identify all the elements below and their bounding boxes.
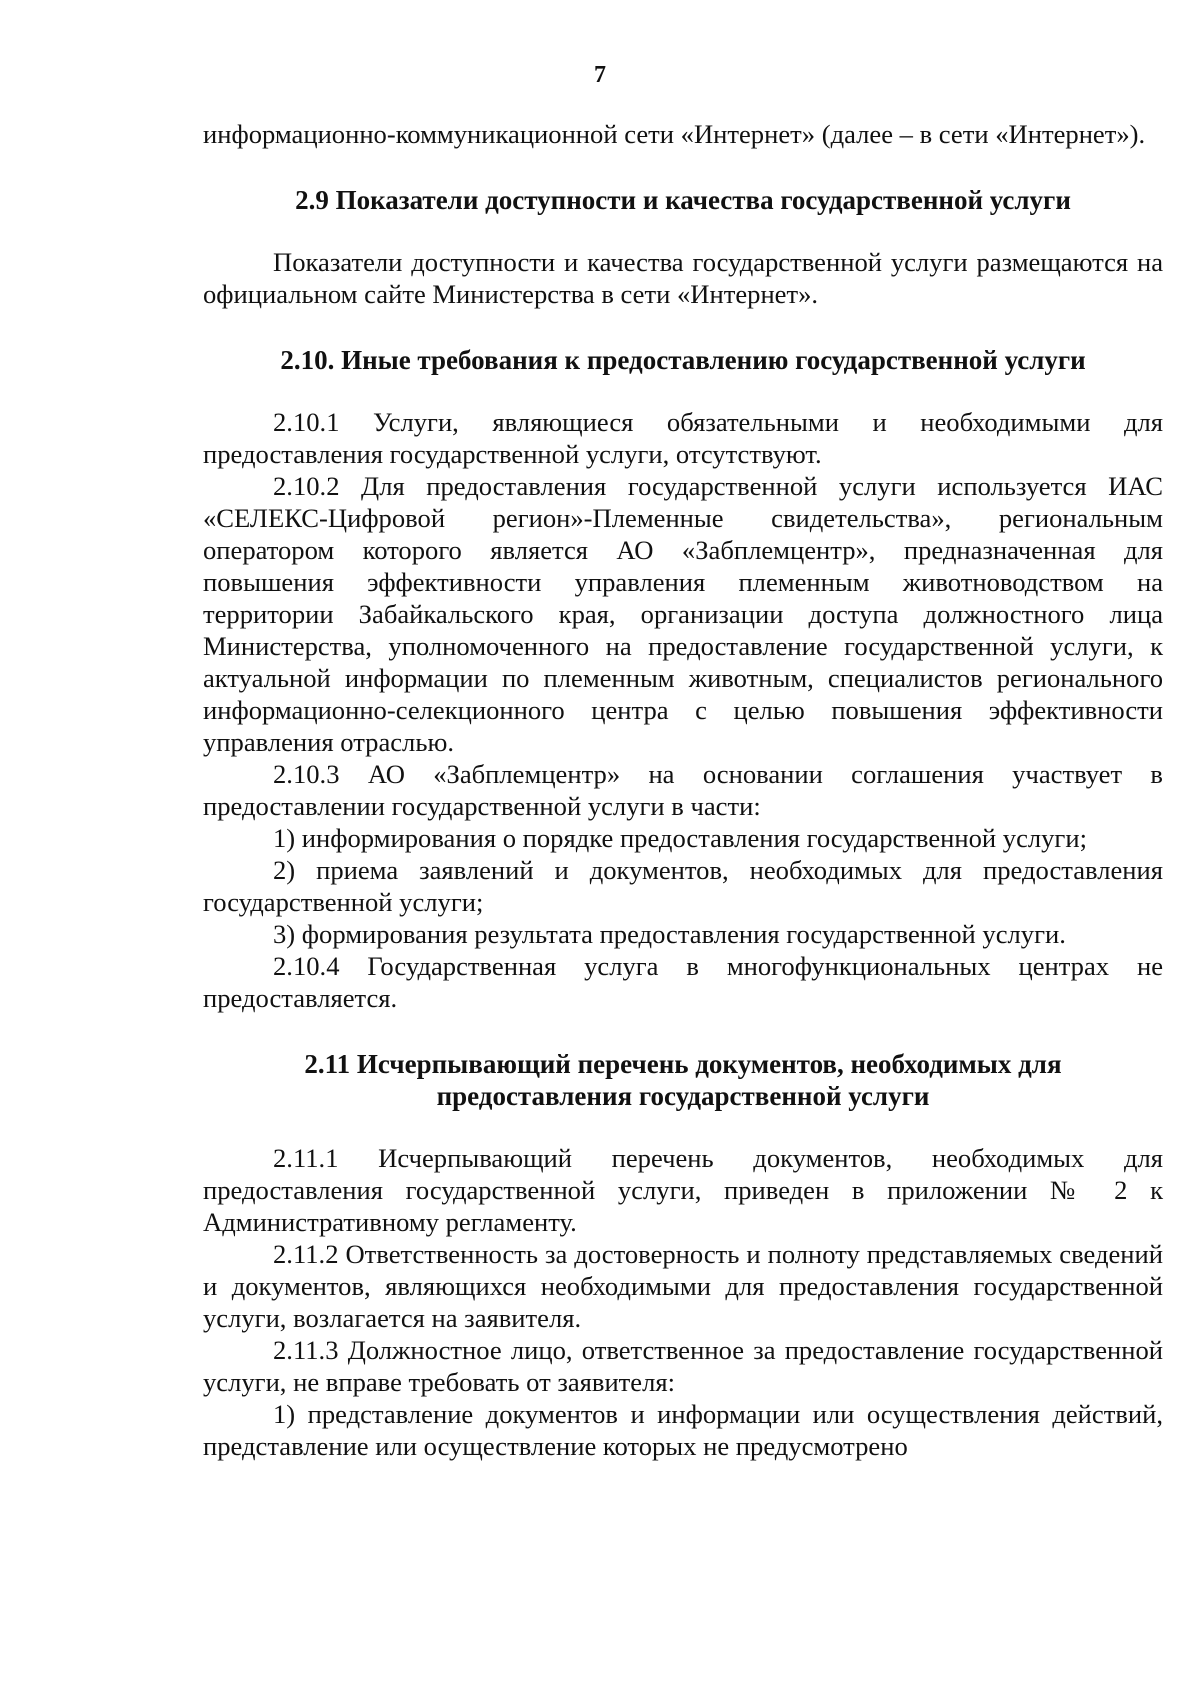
paragraph-2-11-3: 2.11.3 Должностное лицо, ответственное за предоставление государственной услуги, не вправе требовать от заявителя: — [203, 1335, 1163, 1397]
document-body — [203, 118, 1163, 1462]
paragraph-2-11-2: 2.11.2 Ответственность за достоверность и полноту представляемых сведений и документов, являющихся необходимыми для предоставления государственной услуги, возлагается на заявителя. — [203, 1239, 1163, 1333]
list-item-2-10-3-1: 1) информирования о порядке предоставления государственной услуги; — [273, 823, 1087, 853]
paragraph-2-10-4: 2.10.4 Государственная услуга в многофункциональных центрах не предоставляется. — [203, 951, 1163, 1013]
section-2-9-heading: 2.9 Показатели доступности и качества государственной услуги — [295, 185, 1071, 215]
section-2-11-heading — [203, 1048, 1163, 1112]
list-item-2-10-3-3: 3) формирования результата предоставления государственной услуги. — [273, 919, 1066, 949]
section-2-9-paragraph: Показатели доступности и качества государственной услуги размещаются на официальном сайте Министерства в сети «Интернет». — [203, 247, 1163, 309]
list-item-2-11-3-1: 1) представление документов и информации или осуществления действий, представление или осуществление которых не предусмотрено — [203, 1399, 1163, 1461]
section-2-11-heading-line1: 2.11 Исчерпывающий перечень документов, необходимых для — [304, 1049, 1062, 1079]
list-item-2-10-3-2: 2) приема заявлений и документов, необходимых для предоставления государственной услуги; — [203, 855, 1163, 917]
paragraph-2-10-2: 2.10.2 Для предоставления государственной услуги используется ИАС «СЕЛЕКС-Цифровой регион»-Племенные свидетельства», региональным оператором которого является АО «Забплемцентр», предназначенная для повышения эффективности управления племенным животноводством на территории Забайкальского края, организации доступа должностного лица Министерства, уполномоченного на предоставление государственной услуги, к актуальной информации по племенным животным, специалистов регионального информационно-селекционного центра с целью повышения эффективности управления отраслью. — [203, 471, 1163, 757]
paragraph-2-10-1: 2.10.1 Услуги, являющиеся обязательными и необходимыми для предоставления государственной услуги, отсутствуют. — [203, 407, 1163, 469]
paragraph-2-10-3: 2.10.3 АО «Забплемцентр» на основании соглашения участвует в предоставлении государственной услуги в части: — [203, 759, 1163, 821]
intro-paragraph: информационно-коммуникационной сети «Интернет» (далее – в сети «Интернет»). — [203, 119, 1146, 149]
section-2-10-heading: 2.10. Иные требования к предоставлению государственной услуги — [280, 345, 1086, 375]
paragraph-2-11-1: 2.11.1 Исчерпывающий перечень документов, необходимых для предоставления государственной услуги, приведен в приложении № 2 к Административному регламенту. — [203, 1143, 1163, 1237]
section-2-11-heading-line2: предоставления государственной услуги — [436, 1081, 930, 1111]
page-number: 7 — [594, 62, 606, 88]
